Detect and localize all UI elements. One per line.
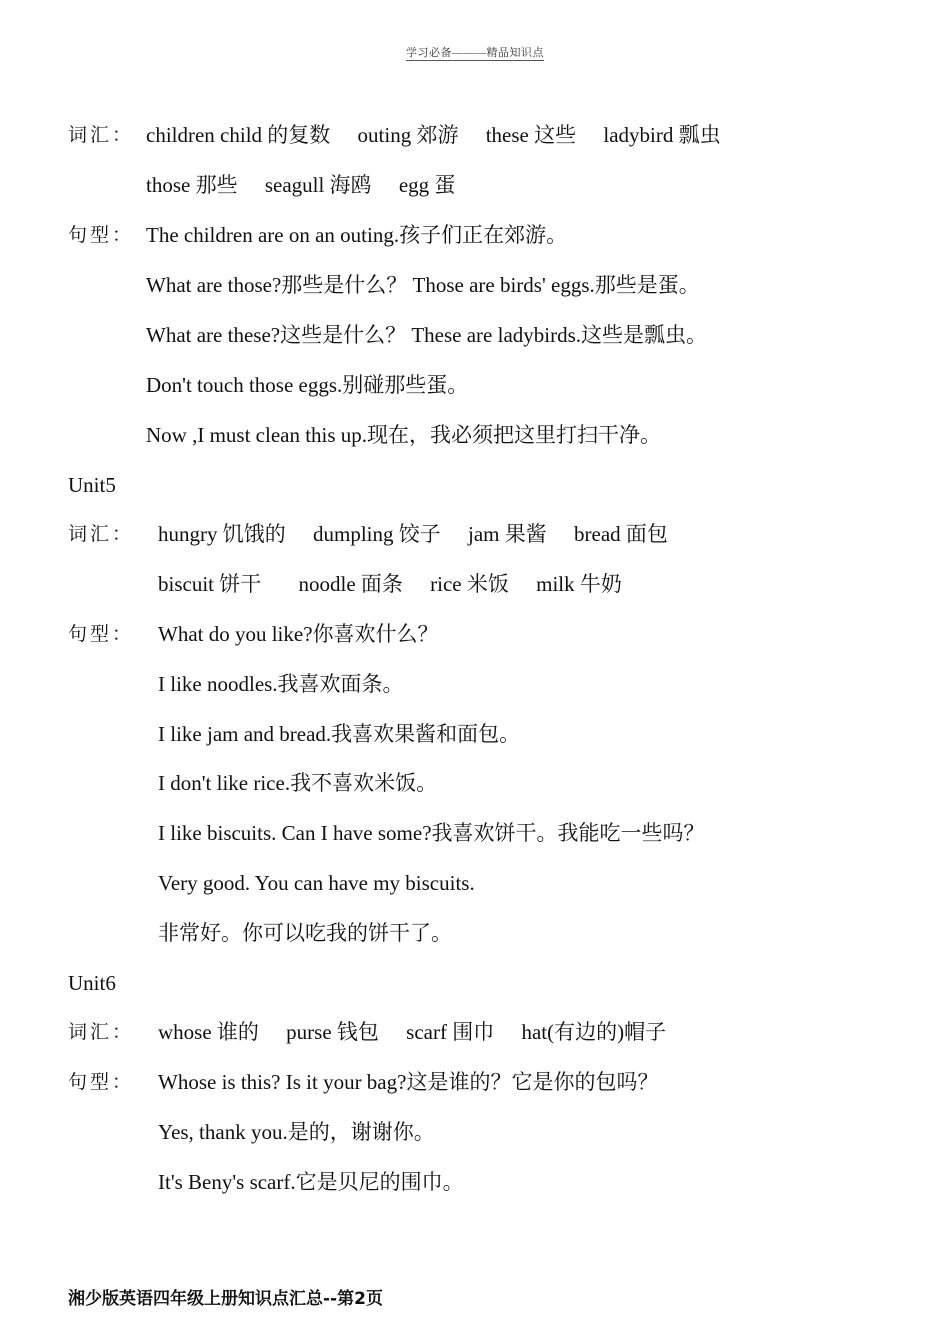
sentence-line: Yes, thank you.是的，谢谢你。 — [158, 1120, 435, 1144]
sentence-line: Now ,I must clean this up.现在，我必须把这里打扫干净。 — [146, 423, 662, 447]
sentence-label: 句型： — [68, 224, 135, 246]
vocab-label: 词汇： — [68, 523, 135, 545]
sentence-line: What are those?那些是什么？ Those are birds' eggs.那些是蛋。 — [146, 273, 700, 297]
sentence-line: Don't touch those eggs.别碰那些蛋。 — [146, 373, 469, 397]
page-header-text: 学习必备———精品知识点 — [406, 47, 544, 59]
vocab-label: 词汇： — [68, 1021, 135, 1043]
vocab-item: jam 果酱 — [468, 522, 547, 546]
vocab-item: whose 谁的 — [158, 1020, 259, 1044]
vocab-item: rice 米饭 — [430, 572, 509, 596]
sentence-line: Very good. You can have my biscuits. — [158, 871, 475, 895]
sentence-label: 句型： — [68, 1071, 135, 1093]
vocab-line — [158, 520, 668, 548]
sentence-line: The children are on an outing.孩子们正在郊游。 — [146, 223, 568, 247]
vocab-item: hat(有边的)帽子 — [521, 1020, 667, 1044]
page-header — [0, 44, 950, 60]
vocab-item: outing 郊游 — [357, 123, 459, 147]
vocab-item: these 这些 — [485, 123, 577, 147]
vocab-item: scarf 围巾 — [406, 1020, 495, 1044]
vocab-item: biscuit 饼干 — [158, 572, 262, 596]
vocab-line — [146, 121, 721, 149]
vocab-label: 词汇： — [68, 124, 135, 146]
vocab-item: milk 牛奶 — [536, 572, 622, 596]
vocab-item: purse 钱包 — [286, 1020, 379, 1044]
vocab-item: bread 面包 — [574, 522, 668, 546]
sentence-line: What are these?这些是什么？ These are ladybirds.这些是瓢虫。 — [146, 323, 708, 347]
sentence-line: 非常好。你可以吃我的饼干了。 — [158, 921, 452, 945]
sentence-line: I like noodles.我喜欢面条。 — [158, 672, 404, 696]
sentence-label: 句型： — [68, 623, 135, 645]
vocab-item: those 那些 — [146, 173, 238, 197]
vocab-line — [158, 570, 622, 598]
vocab-item: egg 蛋 — [398, 173, 456, 197]
sentence-line: What do you like?你喜欢什么？ — [158, 622, 439, 646]
sentence-line: I like jam and bread.我喜欢果酱和面包。 — [158, 722, 521, 746]
vocab-item: dumpling 饺子 — [313, 522, 441, 546]
sentence-line: It's Beny's scarf.它是贝尼的围巾。 — [158, 1170, 464, 1194]
unit-title: Unit5 — [68, 473, 116, 497]
vocab-item: children child 的复数 — [146, 123, 331, 147]
unit-title: Unit6 — [68, 971, 116, 995]
vocab-line — [146, 171, 455, 199]
sentence-line: I don't like rice.我不喜欢米饭。 — [158, 771, 438, 795]
vocab-line — [158, 1018, 666, 1046]
vocab-item: hungry 饥饿的 — [158, 522, 286, 546]
vocab-item: seagull 海鸥 — [264, 173, 372, 197]
page-footer: 湘少版英语四年级上册知识点汇总--第2页 — [68, 1289, 383, 1309]
sentence-line: I like biscuits. Can I have some?我喜欢饼干。我能吃一些吗？ — [158, 821, 705, 845]
sentence-line: Whose is this? Is it your bag?这是谁的？它是你的包吗？ — [158, 1070, 659, 1094]
vocab-item: ladybird 瓢虫 — [603, 123, 721, 147]
vocab-item: noodle 面条 — [298, 572, 403, 596]
